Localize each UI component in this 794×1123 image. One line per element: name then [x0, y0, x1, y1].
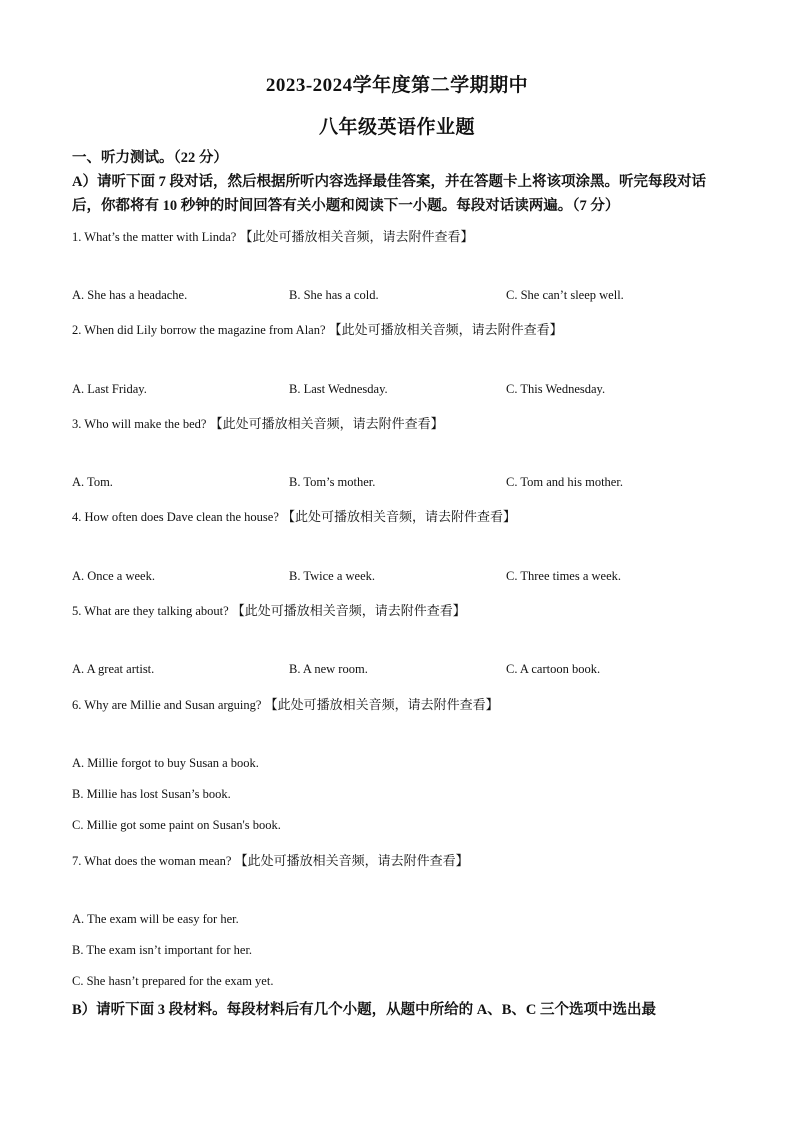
option-c: C. She hasn’t prepared for the exam yet. — [72, 974, 274, 988]
question-stem: 5. What are they talking about? — [72, 604, 229, 618]
audio-note: 【此处可播放相关音频，请去附件查看】 — [209, 416, 444, 431]
option-a: A. Once a week. — [72, 569, 155, 583]
option-a: A. The exam will be easy for her. — [72, 912, 239, 926]
option-a: A. She has a headache. — [72, 288, 188, 302]
audio-note: 【此处可播放相关音频，请去附件查看】 — [239, 229, 474, 244]
option-a: A. Last Friday. — [72, 382, 147, 396]
question-stem: 3. Who will make the bed? — [72, 417, 207, 431]
option-b: B. Tom’s mother. — [289, 475, 376, 489]
question-5 — [72, 600, 732, 619]
option-a: A. A great artist. — [72, 662, 155, 676]
question-stem: 2. When did Lily borrow the magazine from Alan? — [72, 323, 326, 337]
part-b-instructions: B）请听下面 3 段材料。每段材料后有几个小题，从题中所给的 A、B、C 三个选项中选出最 — [72, 1002, 657, 1018]
option-b: B. Millie has lost Susan’s book. — [72, 787, 231, 801]
question-stem: 1. What’s the matter with Linda? — [72, 230, 237, 244]
exam-subtitle: 八年级英语作业题 — [318, 117, 475, 138]
question-1 — [72, 226, 732, 245]
section-heading: 一、听力测试。（22 分） — [72, 150, 228, 166]
audio-note: 【此处可播放相关音频，请去附件查看】 — [231, 603, 466, 618]
question-stem: 6. Why are Millie and Susan arguing? — [72, 698, 262, 712]
audio-note: 【此处可播放相关音频，请去附件查看】 — [328, 322, 563, 337]
question-2 — [72, 319, 732, 338]
audio-note: 【此处可播放相关音频，请去附件查看】 — [234, 853, 469, 868]
option-c: C. She can’t sleep well. — [506, 288, 624, 302]
option-b: B. A new room. — [289, 662, 368, 676]
option-a: A. Millie forgot to buy Susan a book. — [72, 756, 259, 770]
audio-note: 【此处可播放相关音频，请去附件查看】 — [282, 509, 517, 524]
option-b: B. The exam isn’t important for her. — [72, 943, 253, 957]
question-6 — [72, 694, 732, 713]
question-4 — [72, 506, 732, 525]
exam-title: 2023-2024学年度第二学期期中 — [265, 75, 529, 96]
option-b: B. She has a cold. — [289, 288, 379, 302]
option-a: A. Tom. — [72, 475, 113, 489]
question-7 — [72, 850, 732, 869]
question-stem: 7. What does the woman mean? — [72, 854, 232, 868]
part-a-instructions: A）请听下面 7 段对话，然后根据所听内容选择最佳答案，并在答题卡上将该项涂黑。听完每段对话后，你都将有 10 秒钟的时间回答有关小题和阅读下一小题。每段对话读两遍。（7 分） — [72, 174, 706, 214]
option-c: C. This Wednesday. — [506, 382, 606, 396]
option-c: C. Tom and his mother. — [506, 475, 623, 489]
option-c: C. Three times a week. — [506, 569, 622, 583]
option-c: C. A cartoon book. — [506, 662, 601, 676]
option-b: B. Twice a week. — [289, 569, 376, 583]
question-3 — [72, 413, 732, 432]
option-c: C. Millie got some paint on Susan's book. — [72, 818, 281, 832]
question-stem: 4. How often does Dave clean the house? — [72, 510, 279, 524]
audio-note: 【此处可播放相关音频，请去附件查看】 — [264, 697, 499, 712]
option-b: B. Last Wednesday. — [289, 382, 388, 396]
